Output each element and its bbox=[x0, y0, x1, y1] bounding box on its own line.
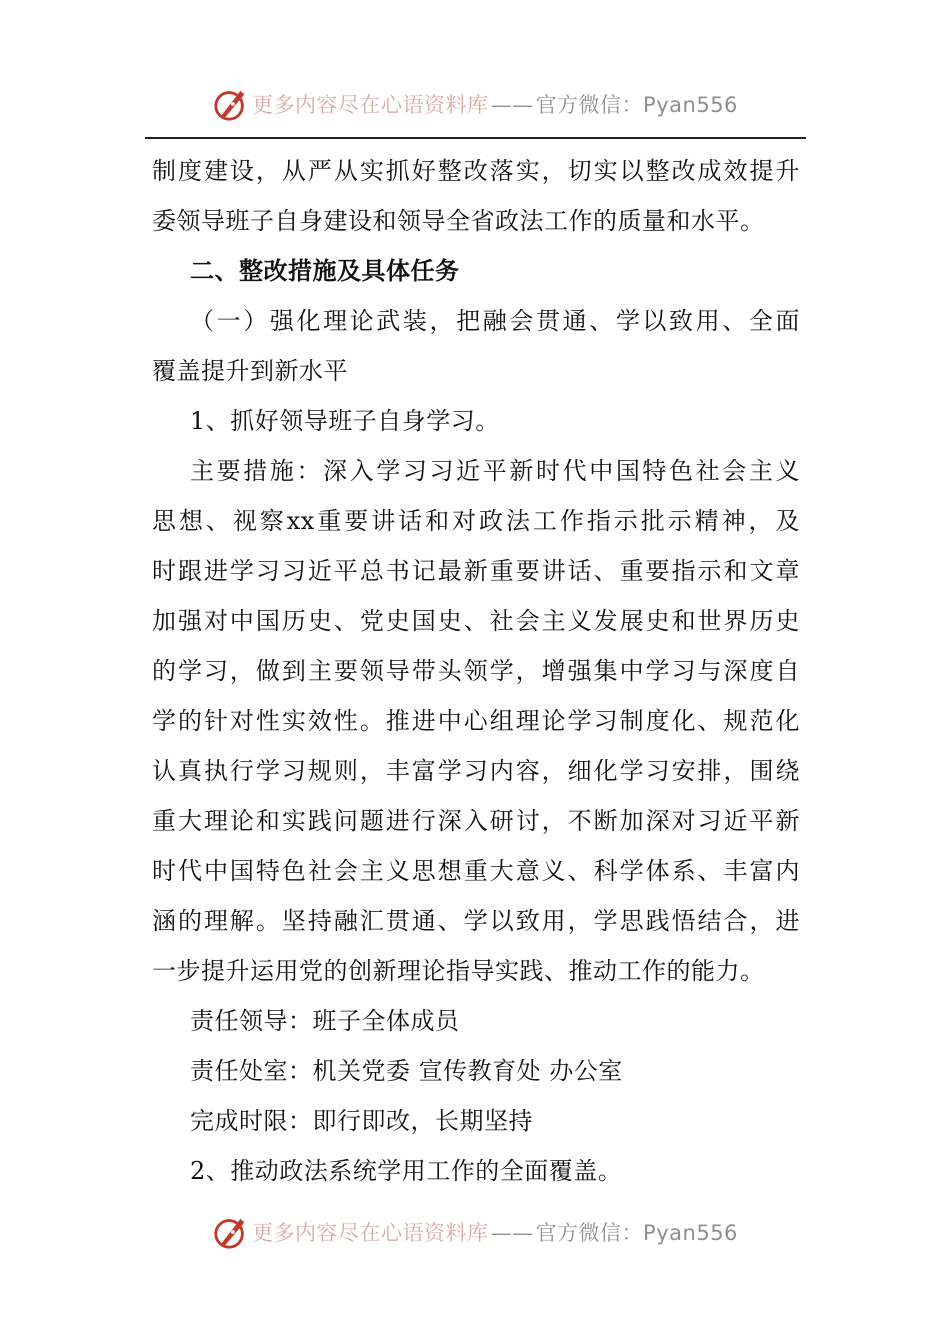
watermark-separator: —— bbox=[490, 1221, 534, 1245]
text-line: （一）强化理论武装，把融会贯通、学以致用、全面 bbox=[190, 307, 800, 335]
header-divider bbox=[145, 137, 806, 139]
watermark-site: 更多内容尽在心语资料库 bbox=[252, 1221, 489, 1245]
text-line: 时跟进学习习近平总书记最新重要讲话、重要指示和文章 bbox=[152, 557, 800, 585]
section-heading: 二、整改措施及具体任务 bbox=[190, 257, 460, 285]
text-line: 委领导班子自身建设和领导全省政法工作的质量和水平。 bbox=[152, 207, 765, 235]
pen-nib-logo-icon bbox=[212, 85, 250, 123]
text-line: 覆盖提升到新水平 bbox=[152, 357, 348, 385]
header-watermark bbox=[0, 82, 950, 126]
watermark-text bbox=[252, 89, 738, 119]
text-line: 主要措施：深入学习习近平新时代中国特色社会主义 bbox=[190, 457, 800, 485]
text-line: 1、抓好领导班子自身学习。 bbox=[190, 407, 500, 435]
text-line: 一步提升运用党的创新理论指导实践、推动工作的能力。 bbox=[152, 957, 765, 985]
document-body bbox=[152, 146, 800, 1196]
text-line: 重大理论和实践问题进行深入研讨，不断加深对习近平新 bbox=[152, 807, 800, 835]
text-line: 责任处室：机关党委 宣传教育处 办公室 bbox=[190, 1057, 623, 1085]
text-line: 责任领导：班子全体成员 bbox=[190, 1007, 460, 1035]
text-line: 的学习，做到主要领导带头领学，增强集中学习与深度自 bbox=[152, 657, 800, 685]
pen-nib-logo-icon bbox=[212, 1213, 250, 1251]
text-line: 加强对中国历史、党史国史、社会主义发展史和世界历史 bbox=[152, 607, 800, 635]
watermark-site: 更多内容尽在心语资料库 bbox=[252, 93, 489, 117]
text-line: 思想、视察xx重要讲话和对政法工作指示批示精神，及 bbox=[152, 507, 800, 535]
watermark-separator: —— bbox=[490, 93, 534, 117]
text-line: 制度建设，从严从实抓好整改落实，切实以整改成效提升 bbox=[152, 157, 800, 185]
footer-watermark bbox=[0, 1210, 950, 1254]
text-line: 2、推动政法系统学用工作的全面覆盖。 bbox=[190, 1157, 623, 1185]
text-line: 完成时限：即行即改，长期坚持 bbox=[190, 1107, 533, 1135]
text-line: 涵的理解。坚持融汇贯通、学以致用，学思践悟结合，进 bbox=[152, 907, 800, 935]
text-line: 时代中国特色社会主义思想重大意义、科学体系、丰富内 bbox=[152, 857, 800, 885]
watermark-wechat: 官方微信：Pyan556 bbox=[535, 93, 738, 117]
watermark-wechat: 官方微信：Pyan556 bbox=[535, 1221, 738, 1245]
text-line: 学的针对性实效性。推进中心组理论学习制度化、规范化 bbox=[152, 707, 800, 735]
text-line: 认真执行学习规则，丰富学习内容，细化学习安排，围绕 bbox=[152, 757, 800, 785]
watermark-text bbox=[252, 1217, 738, 1247]
